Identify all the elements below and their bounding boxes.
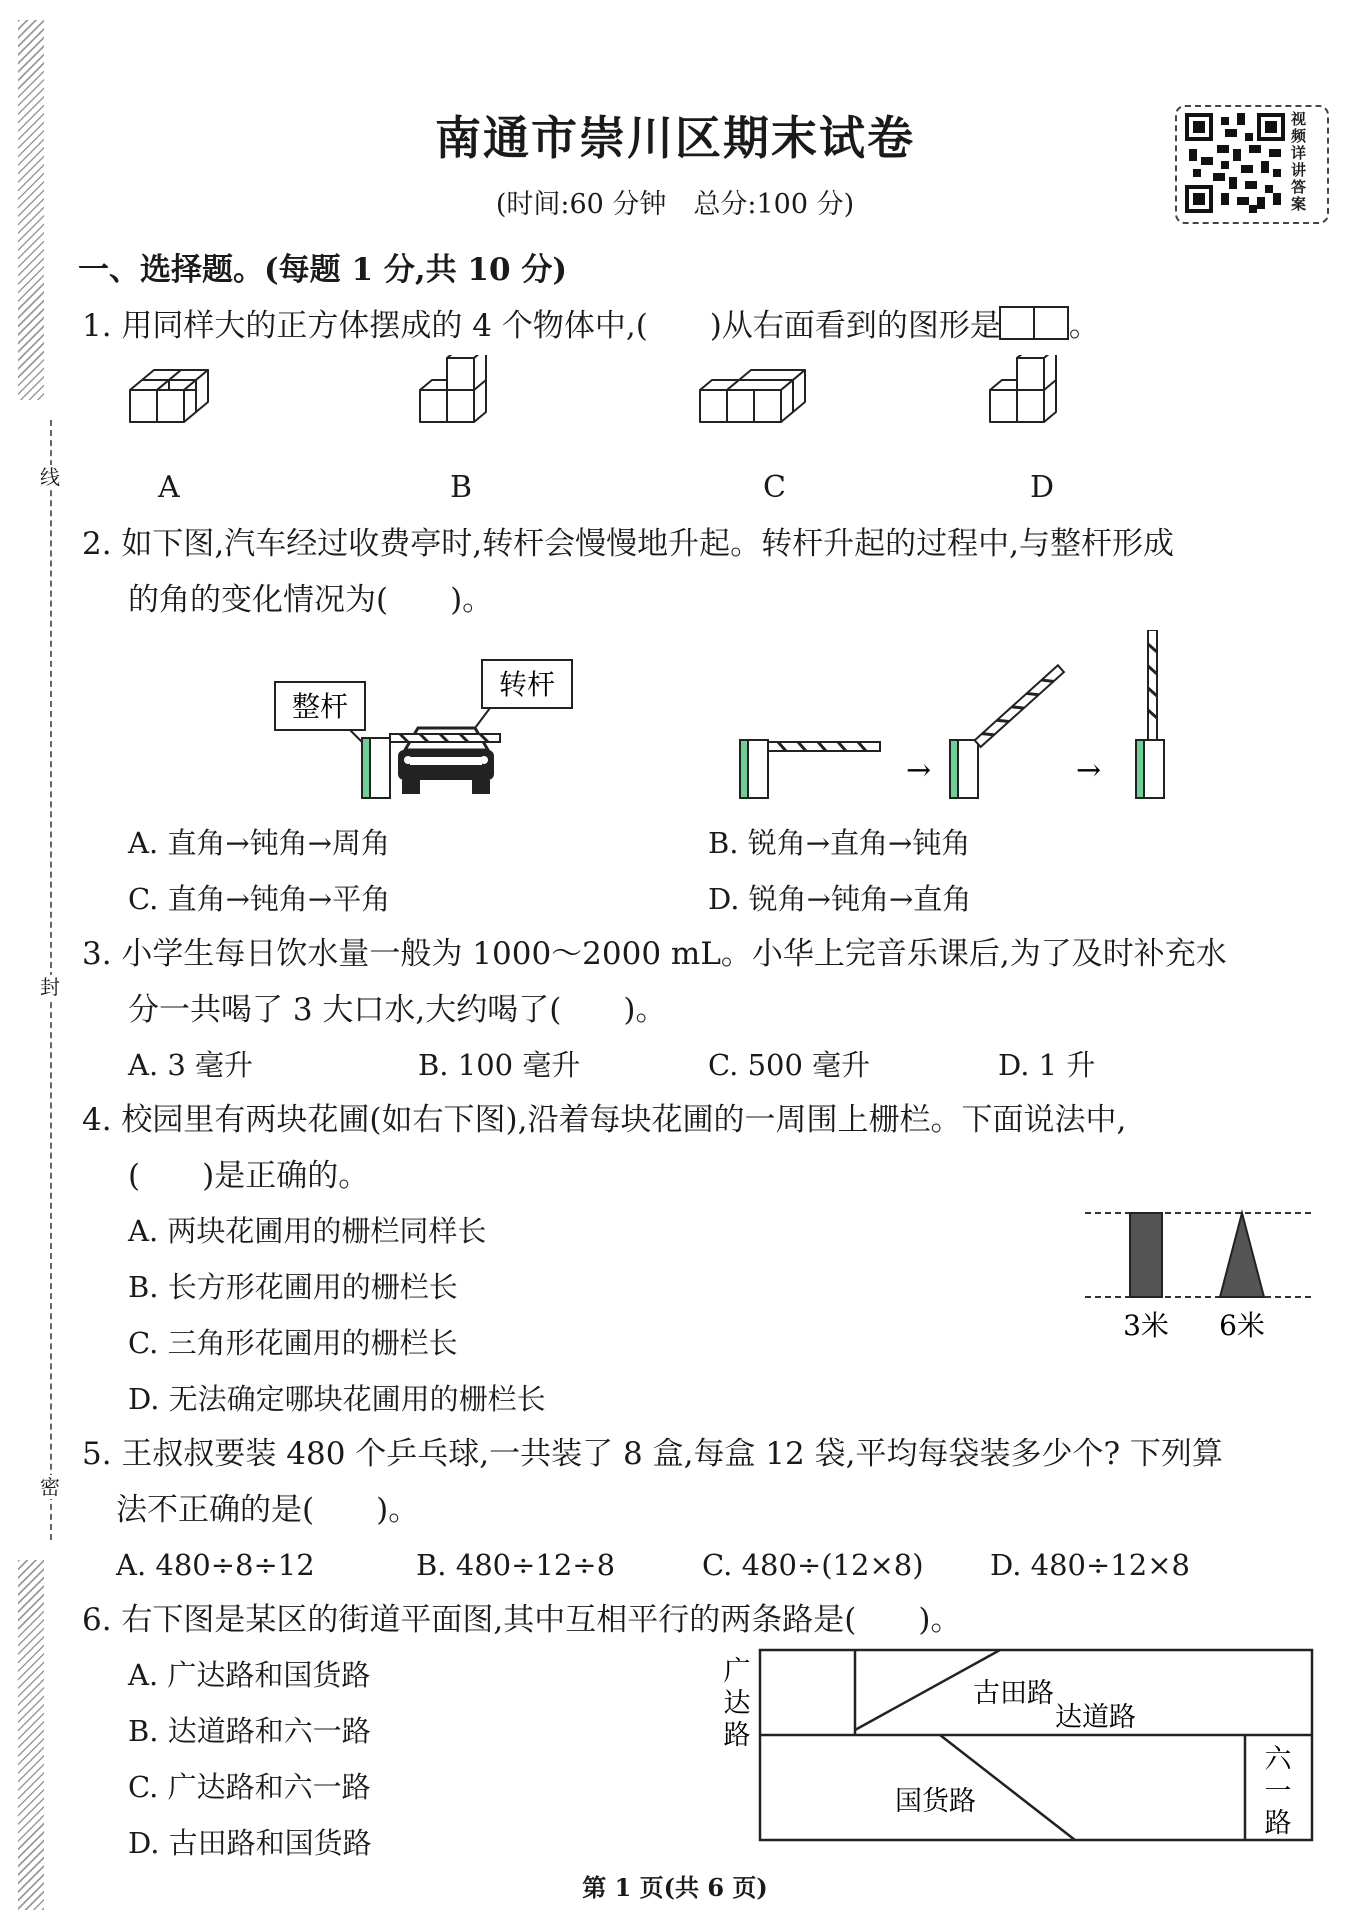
q1-label-a: A	[158, 470, 180, 505]
gate-stage-raised	[950, 665, 1064, 798]
question-3-line-2: 分一共喝了 3 大口水,大约喝了( )。	[128, 992, 667, 1028]
arrow-1: →	[906, 753, 932, 788]
question-2-line-2: 的角的变化情况为( )。	[128, 582, 494, 618]
page-title: 南通市崇川区期末试卷	[435, 111, 915, 165]
view-square-right	[1033, 306, 1069, 340]
label-rotating: 转杆	[498, 668, 556, 701]
question-2-line-1: 2. 如下图,汽车经过收费亭时,转杆会慢慢地升起。转杆升起的过程中,与整杆形成	[82, 526, 1174, 562]
triangle-flowerbed	[1220, 1213, 1264, 1297]
q1-cube-figures	[110, 355, 1110, 465]
gate-stage-vertical	[1136, 630, 1164, 798]
q4-option-b[interactable]: B. 长方形花圃用的栅栏长	[128, 1270, 458, 1304]
q3-option-c[interactable]: C. 500 毫升	[708, 1048, 871, 1082]
view-square-left	[999, 306, 1035, 340]
binding-char-mi: 密	[40, 1475, 60, 1499]
q1-label-b: B	[450, 470, 473, 505]
q3-option-a[interactable]: A. 3 毫升	[128, 1048, 254, 1082]
q6-option-b[interactable]: B. 达道路和六一路	[128, 1714, 371, 1748]
qr-block[interactable]	[1175, 105, 1329, 224]
map-liuyi-3: 路	[1264, 1808, 1292, 1839]
q4-flowerbed-figure	[1080, 1205, 1320, 1345]
q4-option-c[interactable]: C. 三角形花圃用的栅栏长	[128, 1326, 458, 1360]
q4-option-d[interactable]: D. 无法确定哪块花圃用的栅栏长	[128, 1382, 546, 1416]
q3-option-b[interactable]: B. 100 毫升	[418, 1048, 581, 1082]
question-1	[82, 306, 1100, 346]
binding-hatch-bottom	[18, 1560, 44, 1910]
q5-option-a[interactable]: A. 480÷8÷12	[116, 1548, 315, 1582]
q5-option-d[interactable]: D. 480÷12×8	[990, 1548, 1190, 1582]
map-guangda-3: 路	[723, 1720, 751, 1751]
question-4-line-2: ( )是正确的。	[128, 1158, 370, 1194]
q6-option-d[interactable]: D. 古田路和国货路	[128, 1826, 372, 1860]
q1-label-d: D	[1030, 470, 1055, 505]
q1-label-c: C	[763, 470, 786, 505]
q6-option-c[interactable]: C. 广达路和六一路	[128, 1770, 371, 1804]
question-3-line-1: 3. 小学生每日饮水量一般为 1000～2000 mL。小华上完音乐课后,为了及时补充水	[82, 936, 1227, 972]
qr-code-icon	[1185, 113, 1285, 213]
map-liuyi-1: 六	[1264, 1744, 1292, 1775]
page-number: 第 1 页(共 6 页)	[582, 1873, 768, 1902]
q6-option-a[interactable]: A. 广达路和国货路	[128, 1658, 371, 1692]
question-1-end: 。	[1068, 308, 1100, 344]
cube-figure-c	[700, 370, 805, 422]
map-guangda-2: 达	[723, 1688, 751, 1719]
label-tri-base: 6米	[1219, 1309, 1265, 1342]
map-guangda-1: 广	[723, 1656, 751, 1687]
q2-option-b[interactable]: B. 锐角→直角→钝角	[708, 826, 971, 860]
label-fixed: 整杆	[291, 690, 349, 723]
map-guohuo: 国货路	[895, 1786, 976, 1817]
rectangle-flowerbed	[1130, 1213, 1162, 1297]
question-6-line-1: 6. 右下图是某区的街道平面图,其中互相平行的两条路是( )。	[82, 1602, 962, 1638]
question-5-line-2: 法不正确的是( )。	[116, 1492, 420, 1528]
q2-option-d[interactable]: D. 锐角→钝角→直角	[708, 882, 972, 916]
map-gutian: 古田路	[973, 1678, 1054, 1709]
map-dadao: 达道路	[1055, 1702, 1136, 1733]
cube-figure-a	[130, 370, 208, 422]
q5-option-b[interactable]: B. 480÷12÷8	[416, 1548, 616, 1582]
label-rect-width: 3米	[1123, 1309, 1169, 1342]
cube-figure-d	[990, 355, 1056, 422]
question-5-line-1: 5. 王叔叔要装 480 个乒乓球,一共装了 8 盒,每盒 12 袋,平均每袋装多少个? 下列算	[82, 1436, 1223, 1472]
arrow-2: →	[1076, 753, 1102, 788]
q4-option-a[interactable]: A. 两块花圃用的栅栏同样长	[128, 1214, 487, 1248]
q5-option-c[interactable]: C. 480÷(12×8)	[702, 1548, 924, 1582]
q3-option-d[interactable]: D. 1 升	[998, 1048, 1096, 1082]
gate-stage-horizontal	[740, 740, 880, 798]
question-1-text: 1. 用同样大的正方体摆成的 4 个物体中,( )从右面看到的图形是	[82, 308, 1001, 344]
map-liuyi-2: 一	[1264, 1776, 1292, 1807]
section-heading: 一、选择题。(每题 1 分,共 10 分)	[78, 252, 568, 288]
exam-info: (时间:60 分钟 总分:100 分)	[495, 189, 855, 220]
q2-toll-gate-figure	[270, 630, 1180, 800]
binding-char-feng: 封	[40, 975, 60, 999]
q6-street-map	[715, 1640, 1315, 1850]
binding-char-xian: 线	[40, 465, 60, 489]
qr-caption: 视频详讲答案	[1291, 110, 1307, 213]
q2-option-a[interactable]: A. 直角→钝角→周角	[128, 826, 390, 860]
question-4-line-1: 4. 校园里有两块花圃(如右下图),沿着每块花圃的一周围上栅栏。下面说法中,	[82, 1102, 1127, 1138]
q2-option-c[interactable]: C. 直角→钝角→平角	[128, 882, 391, 916]
cube-figure-b	[420, 355, 486, 422]
